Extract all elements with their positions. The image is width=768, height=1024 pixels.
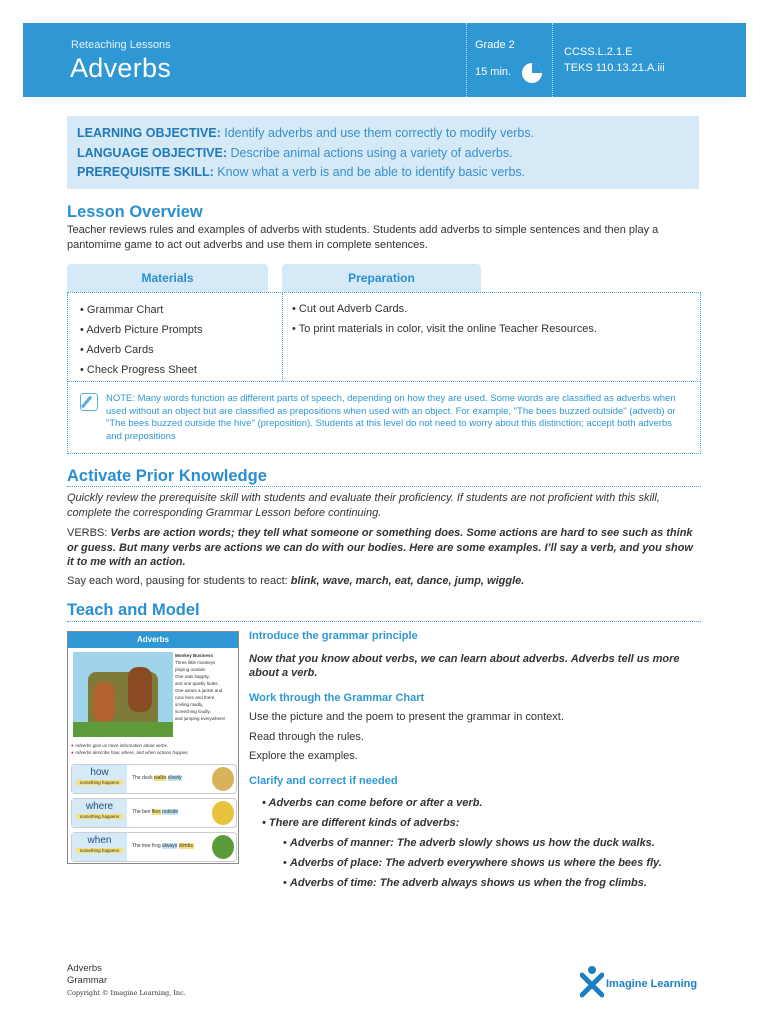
section-rule bbox=[67, 621, 701, 622]
preparation-list bbox=[292, 299, 597, 339]
bullet-place: • Adverbs of place: The adverb everywhere shows us where the bees fly. bbox=[283, 856, 662, 870]
chart-title: Adverbs bbox=[68, 632, 238, 648]
pencil-icon bbox=[80, 393, 98, 411]
prerequisite-skill: PREREQUISITE SKILL: Know what a verb is and be able to identify basic verbs. bbox=[77, 165, 526, 179]
header-divider bbox=[552, 23, 553, 97]
teach-heading: Teach and Model bbox=[67, 601, 200, 619]
standards bbox=[564, 44, 665, 76]
chart-line: Use the picture and the poem to present the grammar in context. bbox=[249, 711, 564, 723]
list-item: • To print materials in color, visit the online Teacher Resources. bbox=[292, 319, 597, 339]
tab-materials: Materials bbox=[67, 264, 268, 292]
bullet-manner: • Adverbs of manner: The adverb slowly shows us how the duck walks. bbox=[283, 836, 655, 850]
logo-text: Imagine Learning bbox=[606, 978, 698, 990]
chart-row-how: how something happens The duck walks slowly bbox=[71, 764, 237, 794]
grammar-chart bbox=[67, 631, 239, 864]
bullet: • There are different kinds of adverbs: bbox=[262, 816, 459, 830]
copyright: Copyright © Imagine Learning, Inc. bbox=[67, 989, 186, 997]
page-title: Adverbs bbox=[70, 53, 172, 83]
chart-line: Read through the rules. bbox=[249, 730, 364, 743]
lesson-header bbox=[23, 23, 746, 97]
imagine-learning-logo bbox=[580, 963, 705, 1003]
list-item: • Adverb Cards bbox=[80, 340, 202, 360]
duck-icon bbox=[212, 767, 234, 791]
list-item: • Cut out Adverb Cards. bbox=[292, 299, 597, 319]
activate-intro: Quickly review the prerequisite skill with students and evaluate their proficiency. If students are not proficient with this skill, complete the corresponding Grammar Lesson before continuing. bbox=[67, 492, 660, 519]
bullet-time: • Adverbs of time: The adverb always shows us when the frog climbs. bbox=[283, 876, 647, 890]
list-item: • Adverb Picture Prompts bbox=[80, 320, 202, 340]
verbs-script: VERBS: Verbs are action words; they tell what someone or something does. Some actions are hard to see such as think or guess. But many verbs are actions we can do with our bodies. Here are some examples. I’ll say a verb, and you show it to me with an action. bbox=[67, 527, 693, 568]
footer-subject: Grammar bbox=[67, 975, 108, 986]
footer bbox=[67, 963, 186, 999]
section-rule bbox=[67, 486, 701, 487]
list-item: • Check Progress Sheet bbox=[80, 360, 202, 380]
intro-text: Now that you know about verbs, we can learn about adverbs. Adverbs tell us more about a verb. bbox=[249, 652, 680, 679]
activate-heading: Activate Prior Knowledge bbox=[67, 467, 267, 485]
list-item: • Grammar Chart bbox=[80, 300, 202, 320]
monkeys-illustration bbox=[73, 652, 173, 737]
chart-heading: Work through the Grammar Chart bbox=[249, 691, 425, 704]
footer-lesson: Adverbs bbox=[67, 963, 102, 974]
chart-rules: ● Adverbs give us more information about verbs. ● Adverbs describe how, where, and when actions happen. bbox=[71, 743, 189, 755]
clarify-heading: Clarify and correct if needed bbox=[249, 774, 398, 787]
chart-line: Explore the examples. bbox=[249, 750, 358, 762]
logo-icon bbox=[580, 965, 604, 999]
box-divider bbox=[68, 381, 700, 382]
box-divider bbox=[282, 293, 283, 381]
materials-list bbox=[80, 300, 202, 380]
note-text: NOTE: Many words function as different parts of speech, depending on how they are used. Some words are classified as adverbs when used without an object but are classified as prepositions when used with an object. For example, "The bees buzzed outside" (adverb) or "The bees buzzed outside the hive" (preposition). Students at this level do not need to worry about this distinction; accept both adverbs and prepositions bbox=[106, 393, 676, 442]
overview-text: Teacher reviews rules and examples of adverbs with students. Students add adverbs to simple sentences and then play a pantomime game to act out adverbs and use them in complete sentences. bbox=[67, 224, 659, 251]
learning-objective: LEARNING OBJECTIVE: Identify adverbs and use them correctly to modify verbs. bbox=[77, 126, 535, 140]
bullet: • Adverbs can come before or after a verb. bbox=[262, 796, 482, 810]
clock-icon bbox=[522, 63, 542, 83]
header-divider bbox=[466, 23, 467, 97]
objectives-box bbox=[67, 116, 699, 189]
say-words: Say each word, pausing for students to react: blink, wave, march, eat, dance, jump, wiggle. bbox=[67, 575, 525, 587]
intro-heading: Introduce the grammar principle bbox=[249, 630, 418, 642]
poem: Monkey Business Three little monkeys playing outside. One eats happily, and one quietly hides. One wears a jacket and runs here and there, smiling madly, screeching loudly, and jumping everywhere! bbox=[175, 653, 226, 721]
overview-heading: Lesson Overview bbox=[67, 203, 203, 221]
chart-row-where: where something happens The bee flies outside bbox=[71, 798, 237, 828]
ccss-code: CCSS.L.2.1.E bbox=[564, 46, 633, 58]
language-objective: LANGUAGE OBJECTIVE: Describe animal actions using a variety of adverbs. bbox=[77, 145, 513, 160]
teach-content bbox=[249, 629, 701, 788]
frog-icon bbox=[212, 835, 234, 859]
header-subtitle: Reteaching Lessons bbox=[71, 39, 171, 51]
teks-code: TEKS 110.13.21.A.iii bbox=[564, 62, 665, 74]
time-label: 15 min. bbox=[475, 66, 512, 78]
materials-preparation-box bbox=[67, 292, 701, 454]
chart-row-when: when something happens The tree frog always climbs. bbox=[71, 832, 237, 862]
tab-preparation: Preparation bbox=[282, 264, 481, 292]
grade-label: Grade 2 bbox=[475, 39, 515, 51]
bee-icon bbox=[212, 801, 234, 825]
